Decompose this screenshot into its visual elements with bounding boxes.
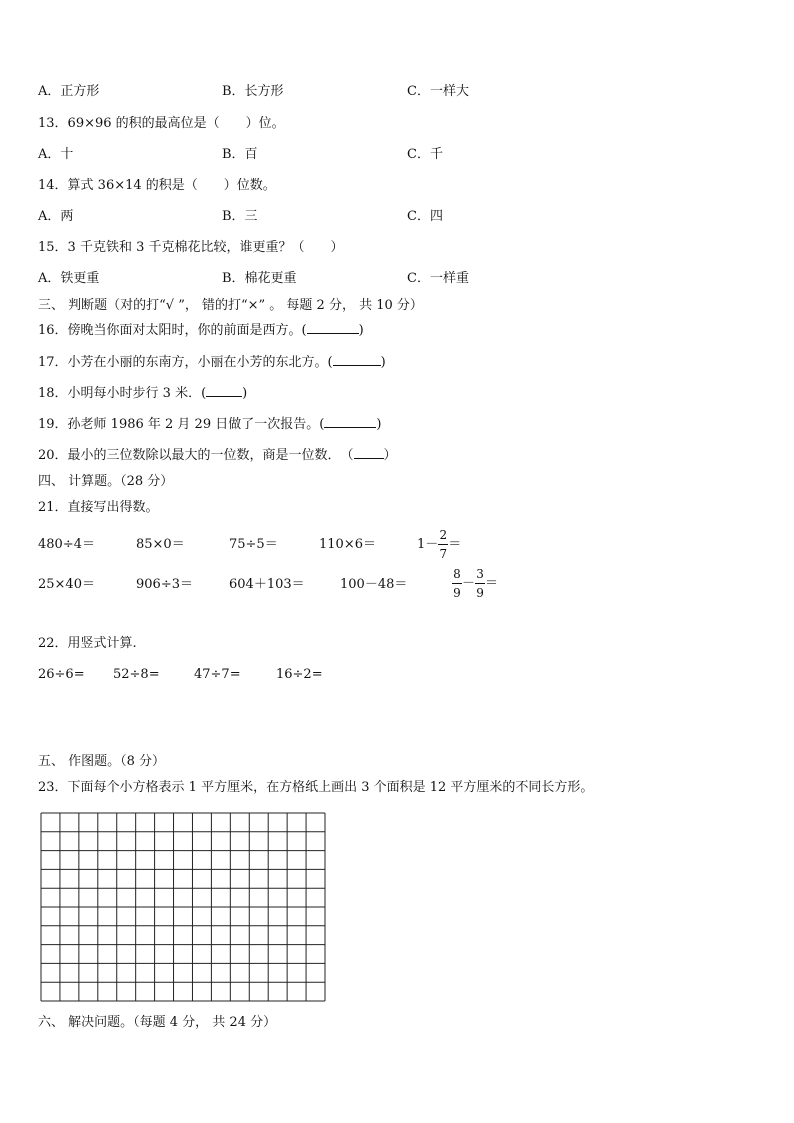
q22-text: 22．用竖式计算. xyxy=(38,636,137,651)
q15-text: 15．3 千克铁和 3 千克棉花比较，谁更重？（ ） xyxy=(38,240,344,255)
q17-text: 17．小芳在小丽的东南方，小丽在小芳的东北方。( xyxy=(38,355,333,370)
fraction xyxy=(475,567,485,600)
q16-text: 16．傍晚当你面对太阳时，你的前面是西方。( xyxy=(38,323,307,338)
q21-text: 21．直接写出得数。 xyxy=(38,500,159,515)
calc-item: 85×0＝ xyxy=(136,537,185,552)
section-6-title: 六、 解决问题。（每题 4 分， 共 24 分） xyxy=(38,1015,277,1030)
q19-answer-blank[interactable] xyxy=(324,427,376,428)
frac-prefix: 1－ xyxy=(417,537,439,552)
fraction xyxy=(452,567,462,600)
calc-fraction-item xyxy=(452,566,498,602)
q12-option-b: B．长方形 xyxy=(222,84,284,99)
q20 xyxy=(38,448,397,464)
q14-text: 14．算式 36×14 的积是（ ）位数。 xyxy=(38,178,276,193)
calc-item: 100－48＝ xyxy=(340,577,408,592)
q17-close: ) xyxy=(380,355,386,370)
q13-option-a: A．十 xyxy=(38,147,74,162)
fraction-denominator: 9 xyxy=(476,586,484,600)
q16-close: ) xyxy=(358,323,364,338)
q23-text: 23．下面每个小方格表示 1 平方厘米，在方格纸上画出 3 个面积是 12 平方厘米的不同长方形。 xyxy=(38,780,594,795)
frac-operator: － xyxy=(462,576,476,591)
q15-option-b: B．棉花更重 xyxy=(222,271,297,286)
fraction xyxy=(438,528,448,561)
grid-paper[interactable] xyxy=(40,812,326,1002)
q16 xyxy=(38,323,364,339)
q13-option-b: B．百 xyxy=(222,147,258,162)
calc-item: 75÷5＝ xyxy=(229,537,278,552)
q20-close: ） xyxy=(383,448,397,463)
q13-option-c: C．千 xyxy=(407,147,443,162)
q16-answer-blank[interactable] xyxy=(307,333,359,334)
calc-item: 110×6＝ xyxy=(319,537,376,552)
calc-item: 906÷3＝ xyxy=(136,577,193,592)
q18-text: 18．小明每小时步行 3 米．( xyxy=(38,386,207,401)
q19 xyxy=(38,417,381,433)
q15-option-c: C．一样重 xyxy=(407,271,469,286)
calc-fraction-item xyxy=(417,527,461,563)
q14-option-b: B．三 xyxy=(222,209,258,224)
frac-suffix: ＝ xyxy=(485,576,499,591)
vertical-calc-item: 47÷7= xyxy=(194,667,241,682)
grid-paper-svg[interactable] xyxy=(40,812,326,1002)
q13-text: 13．69×96 的积的最高位是（ ）位。 xyxy=(38,116,285,131)
q19-text: 19．孙老师 1986 年 2 月 29 日做了一次报告。( xyxy=(38,417,325,432)
frac-suffix: ＝ xyxy=(448,537,462,552)
q20-text: 20．最小的三位数除以最大的一位数，商是一位数． （ xyxy=(38,448,354,463)
q17 xyxy=(38,355,386,371)
q15-option-a: A．铁更重 xyxy=(38,271,100,286)
fraction-numerator: 2 xyxy=(439,528,448,542)
q14-option-c: C．四 xyxy=(407,209,443,224)
q12-option-c: C．一样大 xyxy=(407,84,469,99)
calc-item: 25×40＝ xyxy=(38,577,95,592)
vertical-calc-item: 16÷2= xyxy=(276,667,323,682)
q14-option-a: A．两 xyxy=(38,209,74,224)
vertical-calc-item: 26÷6= xyxy=(38,667,85,682)
section-5-title: 五、 作图题。（8 分） xyxy=(38,754,166,769)
q17-answer-blank[interactable] xyxy=(333,365,381,366)
vertical-calc-item: 52÷8= xyxy=(113,667,160,682)
q12-option-a: A．正方形 xyxy=(38,84,100,99)
q18-answer-blank[interactable] xyxy=(206,396,242,397)
calc-item: 604＋103＝ xyxy=(229,577,305,592)
fraction-denominator: 9 xyxy=(453,586,461,600)
section-4-title: 四、 计算题。（28 分） xyxy=(38,474,174,489)
fraction-denominator: 7 xyxy=(439,547,448,561)
q20-answer-blank[interactable] xyxy=(354,458,384,459)
fraction-numerator: 3 xyxy=(476,567,484,581)
q19-close: ) xyxy=(376,417,382,432)
q18 xyxy=(38,386,247,402)
fraction-numerator: 8 xyxy=(453,567,461,581)
calc-item: 480÷4＝ xyxy=(38,537,95,552)
section-3-title: 三、 判断题（对的打“√ ”， 错的打“×” 。 每题 2 分， 共 10 分） xyxy=(38,298,423,313)
q18-close: ) xyxy=(242,386,248,401)
